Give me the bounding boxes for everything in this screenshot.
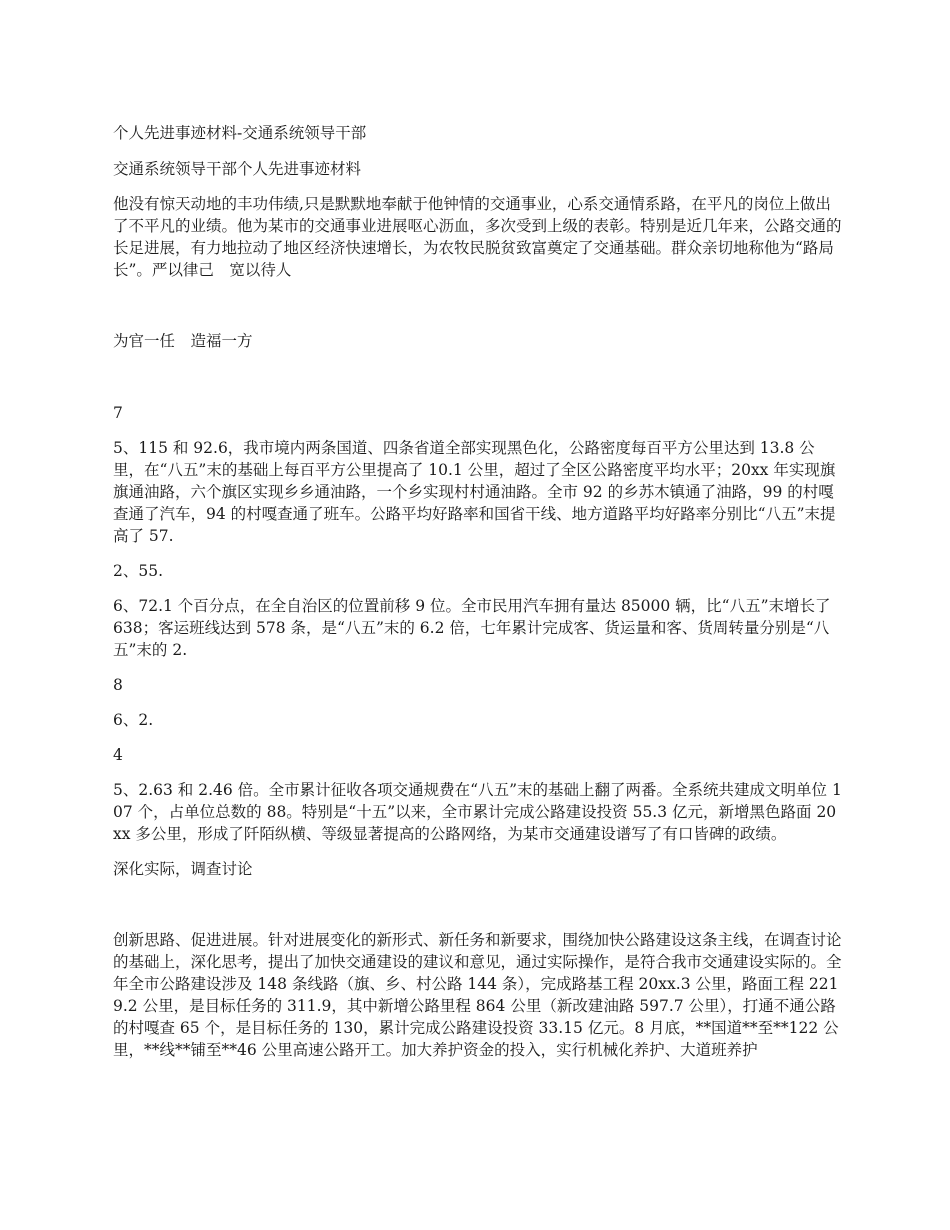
paragraph-innovation: 创新思路、促进进展。针对进展变化的新形式、新任务和新要求，围绕加快公路建设这条主线，在调查讨论的基础上，深化思考，提出了加快交通建设的建议和意见，通过实际操作，是符合我市交通建设实际的。全年全市公路建设涉及 148 条线路（旗、乡、村公路 144 条），完成路基工程 20xx.3 公里，路面工程 2219.2 公里，是目标任务的 311.9，其中新增公路里程 864 公里（新改建油路 597.7 公里），打通不通公路的村嘎查 65 个，是目标任务的 130，累计完成公路建设投资 33.15 亿元。8 月底，**国道**至**122 公里，**线**铺至**46 公里高速公路开工。加大养护资金的投入，实行机械化养护、大道班养护 [113, 931, 842, 1059]
intro-paragraph: 他没有惊天动地的丰功伟绩,只是默默地奉献于他钟情的交通事业，心系交通情系路，在平凡的岗位上做出了不平凡的业绩。他为某市的交通事业进展呕心沥血，多次受到上级的表彰。特别是近几年来，公路交通的长足进展，有力地拉动了地区经济快速增长，为农牧民脱贫致富奠定了交通基础。群众亲切地称他为“路局长”。严以律己 宽以待人 [113, 195, 842, 279]
paragraph-road-stats: 5、115 和 92.6，我市境内两条国道、四条省道全部实现黑色化，公路密度每百平方公里达到 13.8 公里，在“八五”末的基础上每百平方公里提高了 10.1 公里，超过了全区公路密度平均水平；20xx 年实现旗旗通油路，六个旗区实现乡乡通油路，一个乡实现村村通油路。全市 92 的乡苏木镇通了油路，99 的村嘎查通了汽车，94 的村嘎查通了班车。公路平均好路率和国省干线、地方道路平均好路率分别比“八五”末提高了 57. [113, 439, 836, 545]
section-heading-motto: 为官一任 造福一方 [113, 332, 253, 350]
document-page [113, 118, 843, 1061]
paragraph-fragment-55: 2、55. [113, 562, 164, 580]
stray-number-8: 8 [113, 676, 123, 694]
document-title: 个人先进事迹材料-交通系统领导干部 [113, 124, 367, 142]
stray-number-7: 7 [113, 404, 123, 422]
paragraph-fragment-6-2: 6、2. [113, 711, 154, 729]
section-heading-research: 深化实际，调查讨论 [113, 860, 253, 878]
paragraph-investment-stats: 5、2.63 和 2.46 倍。全市累计征收各项交通规费在“八五”末的基础上翻了两番。全系统共建成文明单位 107 个，占单位总数的 88。特别是“十五”以来，全市累计完成公路建设投资 55.3 亿元，新增黑色路面 20xx 多公里，形成了阡陌纵横、等级显著提高的公路网络，为某市交通建设谱写了有口皆碑的政绩。 [113, 781, 842, 843]
document-subtitle: 交通系统领导干部个人先进事迹材料 [113, 160, 362, 178]
paragraph-vehicle-stats: 6、72.1 个百分点，在全自治区的位置前移 9 位。全市民用汽车拥有量达 85000 辆，比“八五”末增长了 638；客运班线达到 578 条，是“八五”末的 6.2 倍，七年累计完成客、货运量和客、货周转量分别是“八五”末的 2. [113, 597, 831, 659]
stray-number-4: 4 [113, 746, 123, 764]
